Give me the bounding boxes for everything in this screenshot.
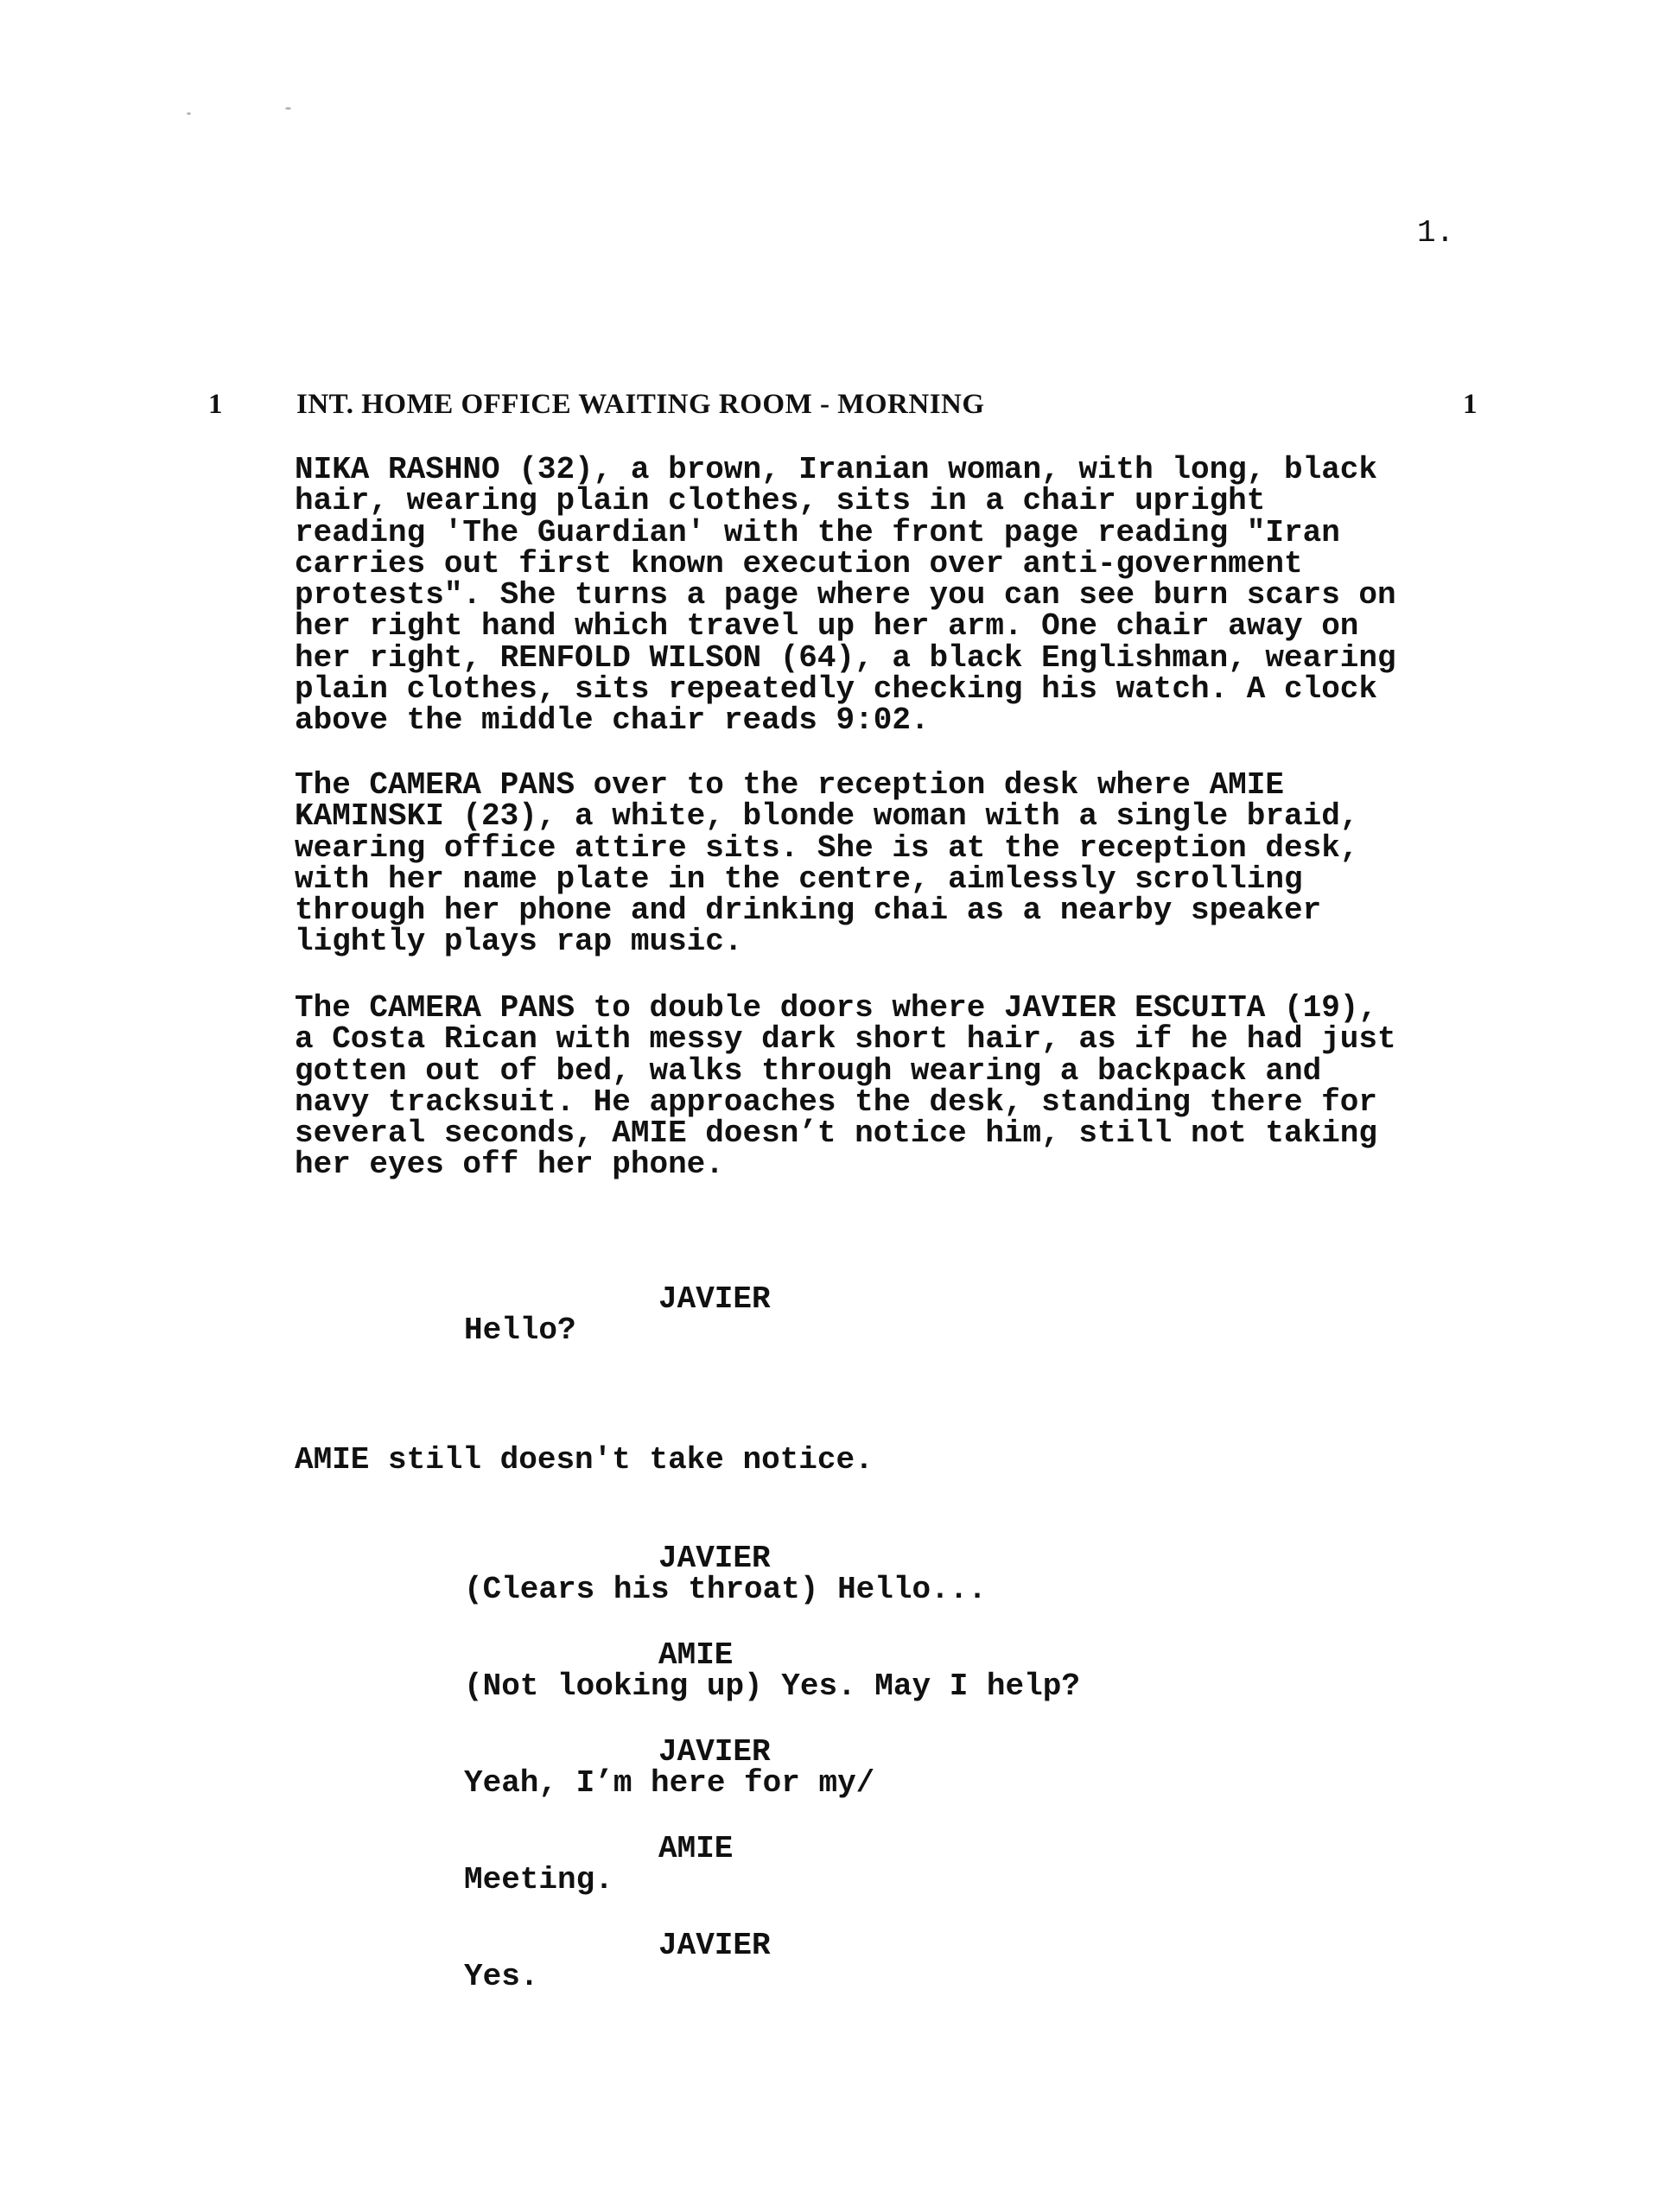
action-paragraph: NIKA RASHNO (32), a brown, Iranian woman, with long, black hair, wearing plain clothes, sits in a chair upright reading 'The Guardian' with the front page reading "Iran carries out first known execution over anti-government protests". She turns a page where you can see burn scars on her right hand which travel up her arm. One chair away on her right, RENFOLD WILSON (64), a black Englishman, wearing plain clothes, sits repeatedly checking his watch. A clock above the middle chair reads 9:02. (295, 452, 1396, 739)
scene-number-right: 1 (1463, 389, 1478, 420)
character-name: AMIE (658, 1637, 734, 1673)
action-paragraph: AMIE still doesn't take notice. (295, 1442, 874, 1478)
character-name: JAVIER (658, 1734, 771, 1770)
character-name: AMIE (658, 1831, 734, 1866)
scan-speck (187, 112, 191, 115)
scene-title: INT. HOME OFFICE WAITING ROOM - MORNING (296, 389, 985, 420)
dialogue-line: (Not looking up) Yes. May I help? (464, 1669, 1080, 1704)
character-name: JAVIER (658, 1541, 771, 1576)
page-number: 1. (1417, 215, 1455, 251)
dialogue-line: Hello? (464, 1313, 576, 1348)
action-paragraph: The CAMERA PANS over to the reception desk where AMIE KAMINSKI (23), a white, blonde woman with a single braid, wearing office attire sits. She is at the reception desk, with her name plate in the centre, aimlessly scrolling through her phone and drinking chai as a nearby speaker lightly plays rap music. (295, 767, 1359, 960)
scene-number-left: 1 (208, 389, 223, 420)
dialogue-line: (Clears his throat) Hello... (464, 1572, 987, 1607)
character-name: JAVIER (658, 1281, 771, 1317)
scan-speck (285, 107, 291, 110)
dialogue-line: Yes. (464, 1959, 539, 1994)
action-paragraph: The CAMERA PANS to double doors where JAVIER ESCUITA (19), a Costa Rican with messy dark short hair, as if he had just gotten out of bed, walks through wearing a backpack and navy tracksuit. He approaches the desk, standing there for several seconds, AMIE doesn’t notice him, still not taking her eyes off her phone. (295, 990, 1396, 1183)
dialogue-line: Yeah, I’m here for my/ (464, 1765, 875, 1801)
character-name: JAVIER (658, 1928, 771, 1963)
dialogue-line: Meeting. (464, 1862, 613, 1897)
scene-heading (0, 385, 1659, 423)
